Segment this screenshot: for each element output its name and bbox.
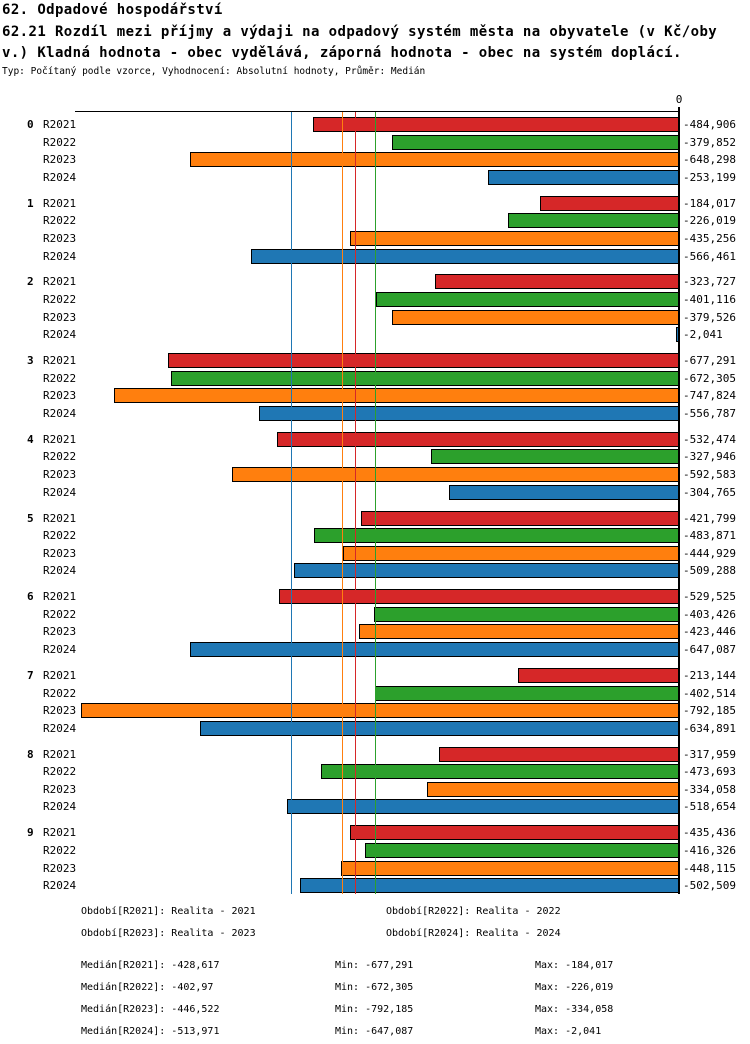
value-label-r2021-group-7: -213,144 (683, 669, 736, 682)
row-label-r2024: R2024 (43, 564, 77, 577)
row-label-r2023: R2023 (43, 704, 77, 717)
row-label-r2021: R2021 (43, 512, 77, 525)
value-label-r2023-group-0: -648,298 (683, 153, 736, 166)
row-label-r2022: R2022 (43, 844, 77, 857)
row-label-r2023: R2023 (43, 468, 77, 481)
median-r2022: Medián[R2022]: -402,97 (81, 982, 214, 993)
bar-r2024-group-7 (200, 721, 679, 736)
row-label-r2023: R2023 (43, 783, 77, 796)
max-r2022: Max: -226,019 (535, 982, 614, 993)
min-r2024: Min: -647,087 (335, 1026, 414, 1037)
group-label-8: 8 (27, 748, 34, 761)
group-label-7: 7 (27, 669, 34, 682)
chart-subtitle-line1: 62.21 Rozdíl mezi příjmy a výdaji na odpadový systém města na obyvatele (v Kč/oby (2, 24, 718, 40)
group-label-6: 6 (27, 590, 34, 603)
row-label-r2024: R2024 (43, 171, 77, 184)
row-label-r2024: R2024 (43, 800, 77, 813)
bar-r2023-group-8 (427, 782, 679, 797)
row-label-r2024: R2024 (43, 486, 77, 499)
value-label-r2023-group-2: -379,526 (683, 311, 736, 324)
value-label-r2024-group-8: -518,654 (683, 800, 736, 813)
bar-r2024-group-9 (300, 878, 679, 893)
max-r2021: Max: -184,017 (535, 960, 614, 971)
row-label-r2021: R2021 (43, 590, 77, 603)
value-label-r2023-group-9: -448,115 (683, 862, 736, 875)
chart-subtitle-line2: v.) Kladná hodnota - obec vydělává, záporná hodnota - obec na systém doplácí. (2, 45, 682, 61)
value-label-r2023-group-5: -444,929 (683, 547, 736, 560)
bar-r2024-group-6 (190, 642, 679, 657)
row-label-r2023: R2023 (43, 625, 77, 638)
bar-r2023-group-3 (114, 388, 679, 403)
bar-r2021-group-0 (313, 117, 679, 132)
value-label-r2021-group-1: -184,017 (683, 197, 736, 210)
group-label-5: 5 (27, 512, 34, 525)
bar-r2021-group-3 (168, 353, 679, 368)
value-label-r2024-group-1: -566,461 (683, 250, 736, 263)
bar-r2023-group-0 (190, 152, 679, 167)
row-label-r2022: R2022 (43, 372, 77, 385)
value-label-r2022-group-9: -416,326 (683, 844, 736, 857)
bar-r2021-group-6 (279, 589, 679, 604)
bar-r2024-group-8 (287, 799, 679, 814)
value-label-r2024-group-5: -509,288 (683, 564, 736, 577)
bar-r2023-group-5 (343, 546, 679, 561)
row-label-r2023: R2023 (43, 389, 77, 402)
value-label-r2022-group-7: -402,514 (683, 687, 736, 700)
value-label-r2021-group-6: -529,525 (683, 590, 736, 603)
legend-item-r2024: Období[R2024]: Realita - 2024 (386, 928, 561, 939)
bar-r2024-group-0 (488, 170, 679, 185)
max-r2024: Max: -2,041 (535, 1026, 602, 1037)
row-label-r2022: R2022 (43, 765, 77, 778)
bar-r2021-group-8 (439, 747, 679, 762)
median-line-r2021 (355, 112, 356, 894)
group-label-4: 4 (27, 433, 34, 446)
value-label-r2024-group-2: -2,041 (683, 328, 723, 341)
value-label-r2023-group-4: -592,583 (683, 468, 736, 481)
row-label-r2021: R2021 (43, 197, 77, 210)
value-label-r2022-group-1: -226,019 (683, 214, 736, 227)
value-label-r2023-group-7: -792,185 (683, 704, 736, 717)
min-r2021: Min: -677,291 (335, 960, 414, 971)
value-label-r2023-group-1: -435,256 (683, 232, 736, 245)
legend-item-r2021: Období[R2021]: Realita - 2021 (81, 906, 256, 917)
median-line-r2023 (342, 112, 343, 894)
value-label-r2021-group-4: -532,474 (683, 433, 736, 446)
zero-axis-line (678, 107, 680, 894)
row-label-r2024: R2024 (43, 407, 77, 420)
group-label-0: 0 (27, 118, 34, 131)
value-label-r2021-group-8: -317,959 (683, 748, 736, 761)
value-label-r2024-group-3: -556,787 (683, 407, 736, 420)
row-label-r2022: R2022 (43, 608, 77, 621)
value-label-r2024-group-7: -634,891 (683, 722, 736, 735)
row-label-r2022: R2022 (43, 136, 77, 149)
median-line-r2022 (375, 112, 376, 894)
row-label-r2023: R2023 (43, 547, 77, 560)
bar-r2023-group-9 (341, 861, 679, 876)
row-label-r2023: R2023 (43, 311, 77, 324)
bar-r2022-group-2 (376, 292, 679, 307)
bar-r2021-group-4 (277, 432, 679, 447)
row-label-r2022: R2022 (43, 293, 77, 306)
row-label-r2022: R2022 (43, 529, 77, 542)
median-r2021: Medián[R2021]: -428,617 (81, 960, 220, 971)
value-label-r2024-group-9: -502,509 (683, 879, 736, 892)
median-r2023: Medián[R2023]: -446,522 (81, 1004, 220, 1015)
value-label-r2024-group-0: -253,199 (683, 171, 736, 184)
value-label-r2022-group-8: -473,693 (683, 765, 736, 778)
row-label-r2021: R2021 (43, 275, 77, 288)
row-label-r2022: R2022 (43, 687, 77, 700)
bar-r2022-group-7 (375, 686, 679, 701)
row-label-r2024: R2024 (43, 250, 77, 263)
chart-title: 62. Odpadové hospodářství (2, 2, 223, 18)
row-label-r2023: R2023 (43, 862, 77, 875)
value-label-r2022-group-2: -401,116 (683, 293, 736, 306)
bar-r2021-group-9 (350, 825, 679, 840)
bar-r2022-group-3 (171, 371, 679, 386)
bar-r2022-group-5 (314, 528, 679, 543)
value-label-r2023-group-3: -747,824 (683, 389, 736, 402)
row-label-r2023: R2023 (43, 153, 77, 166)
max-r2023: Max: -334,058 (535, 1004, 614, 1015)
value-label-r2022-group-5: -483,871 (683, 529, 736, 542)
min-r2023: Min: -792,185 (335, 1004, 414, 1015)
bar-r2022-group-6 (374, 607, 679, 622)
bar-r2024-group-1 (251, 249, 679, 264)
row-label-r2022: R2022 (43, 450, 77, 463)
bar-r2023-group-7 (81, 703, 679, 718)
row-label-r2021: R2021 (43, 354, 77, 367)
row-label-r2021: R2021 (43, 433, 77, 446)
group-label-2: 2 (27, 275, 34, 288)
min-r2022: Min: -672,305 (335, 982, 414, 993)
group-label-3: 3 (27, 354, 34, 367)
value-label-r2022-group-3: -672,305 (683, 372, 736, 385)
bar-r2023-group-1 (350, 231, 679, 246)
value-label-r2024-group-6: -647,087 (683, 643, 736, 656)
bar-r2021-group-1 (540, 196, 679, 211)
row-label-r2022: R2022 (43, 214, 77, 227)
median-line-r2024 (291, 112, 292, 894)
median-r2024: Medián[R2024]: -513,971 (81, 1026, 220, 1037)
row-label-r2024: R2024 (43, 643, 77, 656)
bar-r2022-group-1 (508, 213, 679, 228)
row-label-r2024: R2024 (43, 722, 77, 735)
value-label-r2022-group-0: -379,852 (683, 136, 736, 149)
bar-r2023-group-4 (232, 467, 679, 482)
value-label-r2023-group-8: -334,058 (683, 783, 736, 796)
value-label-r2021-group-0: -484,906 (683, 118, 736, 131)
row-label-r2024: R2024 (43, 328, 77, 341)
legend-item-r2022: Období[R2022]: Realita - 2022 (386, 906, 561, 917)
value-label-r2023-group-6: -423,446 (683, 625, 736, 638)
bar-r2021-group-2 (435, 274, 679, 289)
value-label-r2021-group-3: -677,291 (683, 354, 736, 367)
bar-r2022-group-0 (392, 135, 679, 150)
plot-top-border (75, 111, 679, 112)
bar-r2023-group-2 (392, 310, 679, 325)
value-label-r2022-group-4: -327,946 (683, 450, 736, 463)
bar-r2024-group-3 (259, 406, 679, 421)
value-label-r2021-group-5: -421,799 (683, 512, 736, 525)
chart-meta-line: Typ: Počítaný podle vzorce, Vyhodnocení: Absolutní hodnoty, Průměr: Medián (2, 66, 426, 77)
legend-item-r2023: Období[R2023]: Realita - 2023 (81, 928, 256, 939)
bar-r2023-group-6 (359, 624, 679, 639)
row-label-r2021: R2021 (43, 826, 77, 839)
group-label-1: 1 (27, 197, 34, 210)
value-label-r2021-group-2: -323,727 (683, 275, 736, 288)
row-label-r2021: R2021 (43, 118, 77, 131)
value-label-r2024-group-4: -304,765 (683, 486, 736, 499)
row-label-r2024: R2024 (43, 879, 77, 892)
bar-r2021-group-7 (518, 668, 679, 683)
bar-r2022-group-9 (365, 843, 679, 858)
bar-r2021-group-5 (361, 511, 679, 526)
row-label-r2021: R2021 (43, 748, 77, 761)
bar-r2024-group-4 (449, 485, 679, 500)
zero-tick-label: 0 (675, 93, 683, 106)
value-label-r2021-group-9: -435,436 (683, 826, 736, 839)
row-label-r2021: R2021 (43, 669, 77, 682)
group-label-9: 9 (27, 826, 34, 839)
bar-r2024-group-5 (294, 563, 679, 578)
bar-r2022-group-4 (431, 449, 679, 464)
value-label-r2022-group-6: -403,426 (683, 608, 736, 621)
row-label-r2023: R2023 (43, 232, 77, 245)
